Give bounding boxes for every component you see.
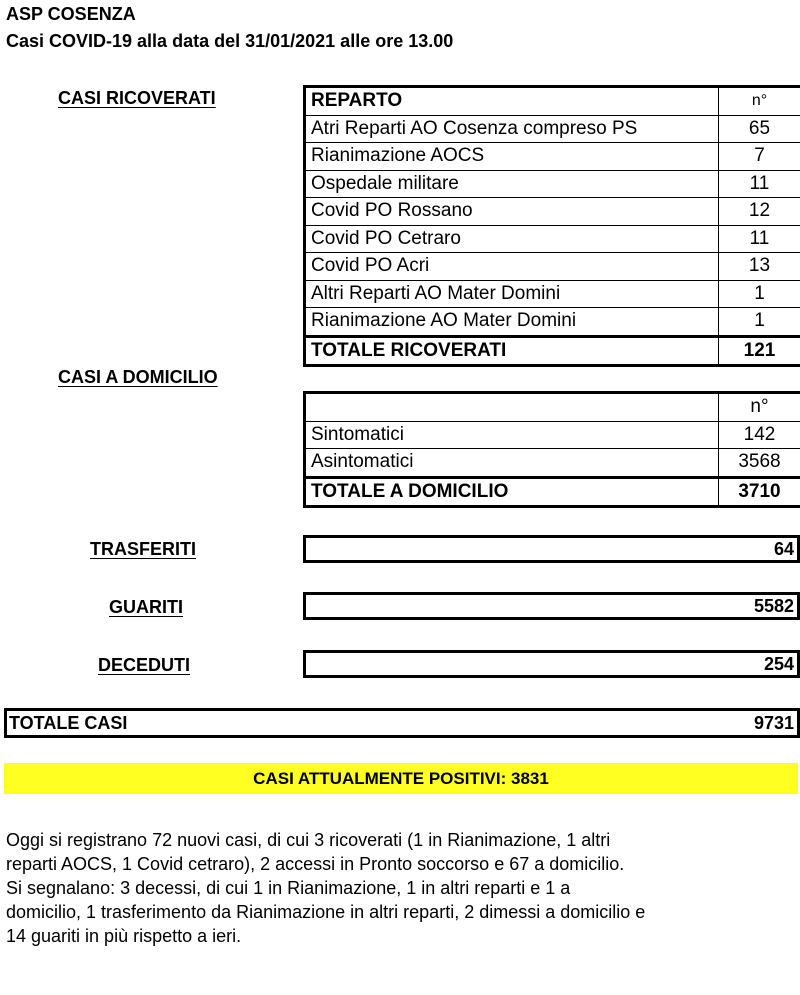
domicilio-value: 142 [719, 421, 800, 449]
table-row [305, 225, 800, 253]
section-label-ricoverati: CASI RICOVERATI [58, 88, 216, 108]
domicilio-name: Sintomatici [305, 421, 719, 449]
reparto-name: Covid PO Cetraro [305, 225, 719, 253]
table-row [305, 170, 800, 198]
col-header-reparto: REPARTO [305, 87, 719, 116]
totale-casi-box [4, 708, 800, 738]
reparto-name: Covid PO Rossano [305, 198, 719, 226]
reparto-value: 11 [719, 225, 800, 253]
table-row [305, 115, 800, 143]
total-ricoverati-label: TOTALE RICOVERATI [305, 336, 719, 366]
deceduti-value: 254 [763, 654, 794, 674]
table-header-row [305, 87, 800, 116]
total-domicilio-value: 3710 [719, 477, 800, 507]
section-label-trasferiti: TRASFERITI [90, 539, 196, 559]
reparto-value: 1 [719, 308, 800, 337]
reparto-value: 1 [719, 280, 800, 308]
table-row [305, 421, 800, 449]
ricoverati-table [303, 85, 800, 367]
note-line: domicilio, 1 trasferimento da Rianimazione in altri reparti, 2 dimessi a domicilio e [6, 902, 646, 922]
reparto-value: 11 [719, 170, 800, 198]
section-label-domicilio: CASI A DOMICILIO [58, 367, 218, 387]
section-label-guariti: GUARITI [109, 597, 183, 617]
total-ricoverati-value: 121 [719, 336, 800, 366]
org-title: ASP COSENZA [6, 4, 136, 24]
totale-casi-label: TOTALE CASI [9, 713, 128, 733]
reparto-name: Covid PO Acri [305, 253, 719, 281]
reparto-name: Rianimazione AOCS [305, 143, 719, 171]
reparto-value: 65 [719, 115, 800, 143]
total-domicilio-label: TOTALE A DOMICILIO [305, 477, 719, 507]
trasferiti-box [303, 535, 800, 563]
total-row [305, 336, 800, 366]
note-line: Oggi si registrano 72 nuovi casi, di cui 3 ricoverati (1 in Rianimazione, 1 altri [6, 830, 611, 850]
total-row [305, 477, 800, 507]
note-line: Si segnalano: 3 decessi, di cui 1 in Rianimazione, 1 in altri reparti e 1 a [6, 878, 571, 898]
col-header-n: n° [719, 393, 800, 422]
table-row [305, 143, 800, 171]
col-header-n: n° [719, 87, 800, 116]
report-subtitle: Casi COVID-19 alla data del 31/01/2021 alle ore 13.00 [6, 31, 454, 51]
reparto-name: Atri Reparti AO Cosenza compreso PS [305, 115, 719, 143]
trasferiti-value: 64 [773, 539, 794, 559]
table-row [305, 280, 800, 308]
domicilio-name: Asintomatici [305, 449, 719, 478]
reparto-value: 12 [719, 198, 800, 226]
daily-notes [6, 828, 796, 948]
table-row [305, 308, 800, 337]
domicilio-value: 3568 [719, 449, 800, 478]
table-row [305, 198, 800, 226]
guariti-value: 5582 [753, 596, 794, 616]
domicilio-table [303, 391, 800, 508]
table-header-row [305, 393, 800, 422]
guariti-box [303, 592, 800, 620]
note-line: reparti AOCS, 1 Covid cetraro), 2 accessi in Pronto soccorso e 67 a domicilio. [6, 854, 625, 874]
table-row [305, 253, 800, 281]
deceduti-box [303, 650, 800, 678]
reparto-name: Ospedale militare [305, 170, 719, 198]
reparto-name: Rianimazione AO Mater Domini [305, 308, 719, 337]
note-line: 14 guariti in più rispetto a ieri. [6, 926, 242, 946]
positivi-banner: CASI ATTUALMENTE POSITIVI: 3831 [4, 763, 798, 794]
reparto-name: Altri Reparti AO Mater Domini [305, 280, 719, 308]
col-header-blank [305, 393, 719, 422]
reparto-value: 7 [719, 143, 800, 171]
section-label-deceduti: DECEDUTI [98, 655, 191, 675]
table-row [305, 449, 800, 478]
totale-casi-value: 9731 [753, 713, 794, 733]
reparto-value: 13 [719, 253, 800, 281]
